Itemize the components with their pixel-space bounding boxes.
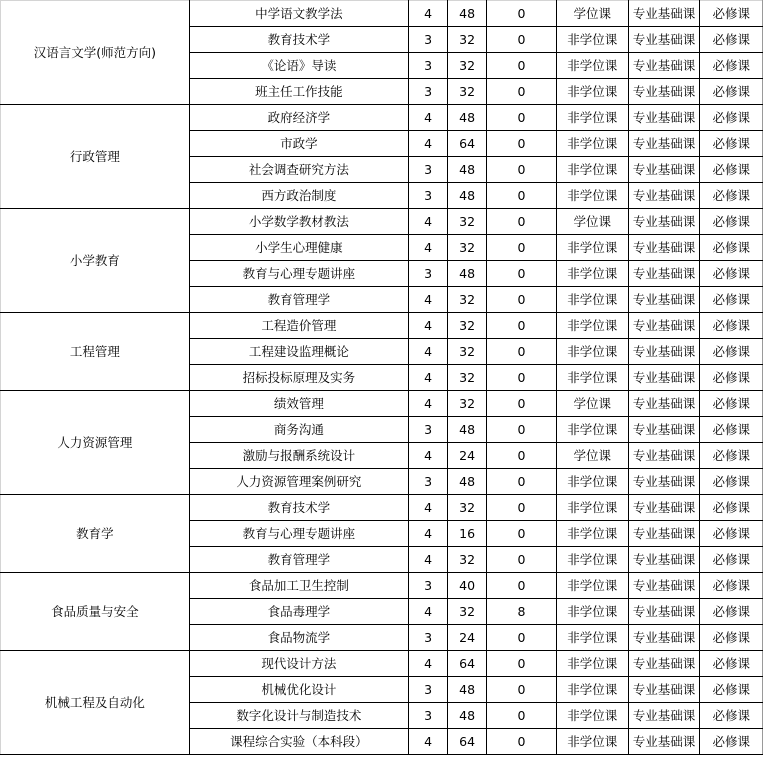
hours-cell: 64 [448, 651, 487, 677]
course-category-cell: 专业基础课 [628, 27, 700, 53]
hours-cell: 32 [448, 599, 487, 625]
course-category-cell: 专业基础课 [628, 1, 700, 27]
credits-cell: 3 [409, 677, 448, 703]
course-category-cell: 专业基础课 [628, 677, 700, 703]
requirement-cell: 必修课 [700, 521, 763, 547]
requirement-cell: 必修课 [700, 131, 763, 157]
course-category-cell: 专业基础课 [628, 495, 700, 521]
hours-cell: 32 [448, 365, 487, 391]
table-row [1, 391, 763, 417]
table-row [1, 651, 763, 677]
table-row [1, 1, 763, 27]
requirement-cell: 必修课 [700, 365, 763, 391]
course-category-cell: 专业基础课 [628, 625, 700, 651]
course-category-cell: 专业基础课 [628, 157, 700, 183]
practice-hours-cell: 0 [487, 235, 557, 261]
requirement-cell: 必修课 [700, 677, 763, 703]
practice-hours-cell: 0 [487, 677, 557, 703]
course-name-cell: 数字化设计与制造技术 [189, 703, 408, 729]
credits-cell: 3 [409, 469, 448, 495]
practice-hours-cell: 0 [487, 131, 557, 157]
credits-cell: 3 [409, 261, 448, 287]
major-cell: 机械工程及自动化 [1, 651, 190, 755]
degree-type-cell: 非学位课 [556, 469, 628, 495]
requirement-cell: 必修课 [700, 1, 763, 27]
hours-cell: 48 [448, 105, 487, 131]
requirement-cell: 必修课 [700, 209, 763, 235]
course-name-cell: 市政学 [189, 131, 408, 157]
hours-cell: 48 [448, 677, 487, 703]
degree-type-cell: 非学位课 [556, 105, 628, 131]
table-row [1, 105, 763, 131]
course-name-cell: 小学生心理健康 [189, 235, 408, 261]
course-category-cell: 专业基础课 [628, 703, 700, 729]
course-category-cell: 专业基础课 [628, 209, 700, 235]
degree-type-cell: 学位课 [556, 209, 628, 235]
degree-type-cell: 学位课 [556, 1, 628, 27]
table-body [1, 1, 763, 755]
hours-cell: 64 [448, 729, 487, 755]
course-category-cell: 专业基础课 [628, 287, 700, 313]
course-category-cell: 专业基础课 [628, 651, 700, 677]
degree-type-cell: 非学位课 [556, 573, 628, 599]
course-category-cell: 专业基础课 [628, 261, 700, 287]
course-name-cell: 教育与心理专题讲座 [189, 521, 408, 547]
requirement-cell: 必修课 [700, 625, 763, 651]
degree-type-cell: 非学位课 [556, 79, 628, 105]
hours-cell: 16 [448, 521, 487, 547]
requirement-cell: 必修课 [700, 183, 763, 209]
credits-cell: 3 [409, 157, 448, 183]
course-category-cell: 专业基础课 [628, 313, 700, 339]
major-cell: 小学教育 [1, 209, 190, 313]
practice-hours-cell: 0 [487, 625, 557, 651]
degree-type-cell: 非学位课 [556, 521, 628, 547]
course-category-cell: 专业基础课 [628, 469, 700, 495]
requirement-cell: 必修课 [700, 27, 763, 53]
credits-cell: 4 [409, 235, 448, 261]
hours-cell: 24 [448, 625, 487, 651]
hours-cell: 48 [448, 183, 487, 209]
requirement-cell: 必修课 [700, 547, 763, 573]
degree-type-cell: 非学位课 [556, 261, 628, 287]
credits-cell: 4 [409, 599, 448, 625]
degree-type-cell: 非学位课 [556, 547, 628, 573]
course-name-cell: 招标投标原理及实务 [189, 365, 408, 391]
practice-hours-cell: 0 [487, 573, 557, 599]
course-name-cell: 班主任工作技能 [189, 79, 408, 105]
credits-cell: 4 [409, 105, 448, 131]
practice-hours-cell: 0 [487, 313, 557, 339]
credits-cell: 4 [409, 209, 448, 235]
credits-cell: 3 [409, 27, 448, 53]
course-name-cell: 教育技术学 [189, 27, 408, 53]
hours-cell: 40 [448, 573, 487, 599]
hours-cell: 48 [448, 261, 487, 287]
requirement-cell: 必修课 [700, 313, 763, 339]
course-category-cell: 专业基础课 [628, 391, 700, 417]
course-name-cell: 教育与心理专题讲座 [189, 261, 408, 287]
practice-hours-cell: 0 [487, 651, 557, 677]
course-name-cell: 社会调查研究方法 [189, 157, 408, 183]
practice-hours-cell: 0 [487, 547, 557, 573]
course-name-cell: 人力资源管理案例研究 [189, 469, 408, 495]
requirement-cell: 必修课 [700, 235, 763, 261]
practice-hours-cell: 0 [487, 287, 557, 313]
degree-type-cell: 非学位课 [556, 417, 628, 443]
practice-hours-cell: 0 [487, 183, 557, 209]
practice-hours-cell: 0 [487, 443, 557, 469]
course-category-cell: 专业基础课 [628, 131, 700, 157]
requirement-cell: 必修课 [700, 105, 763, 131]
credits-cell: 4 [409, 547, 448, 573]
course-name-cell: 食品物流学 [189, 625, 408, 651]
degree-type-cell: 非学位课 [556, 235, 628, 261]
course-name-cell: 西方政治制度 [189, 183, 408, 209]
requirement-cell: 必修课 [700, 339, 763, 365]
course-name-cell: 教育管理学 [189, 547, 408, 573]
course-name-cell: 商务沟通 [189, 417, 408, 443]
table-row [1, 573, 763, 599]
degree-type-cell: 非学位课 [556, 313, 628, 339]
credits-cell: 4 [409, 729, 448, 755]
hours-cell: 32 [448, 287, 487, 313]
requirement-cell: 必修课 [700, 391, 763, 417]
credits-cell: 3 [409, 53, 448, 79]
course-name-cell: 食品加工卫生控制 [189, 573, 408, 599]
credits-cell: 4 [409, 443, 448, 469]
degree-type-cell: 非学位课 [556, 495, 628, 521]
credits-cell: 4 [409, 339, 448, 365]
practice-hours-cell: 8 [487, 599, 557, 625]
course-category-cell: 专业基础课 [628, 339, 700, 365]
degree-type-cell: 非学位课 [556, 625, 628, 651]
credits-cell: 4 [409, 1, 448, 27]
credits-cell: 4 [409, 287, 448, 313]
major-cell: 汉语言文学(师范方向) [1, 1, 190, 105]
hours-cell: 48 [448, 1, 487, 27]
hours-cell: 32 [448, 391, 487, 417]
degree-type-cell: 非学位课 [556, 677, 628, 703]
credits-cell: 3 [409, 417, 448, 443]
table-row [1, 209, 763, 235]
degree-type-cell: 学位课 [556, 443, 628, 469]
hours-cell: 32 [448, 313, 487, 339]
hours-cell: 32 [448, 235, 487, 261]
credits-cell: 3 [409, 79, 448, 105]
credits-cell: 3 [409, 703, 448, 729]
course-category-cell: 专业基础课 [628, 105, 700, 131]
course-category-cell: 专业基础课 [628, 53, 700, 79]
table-row [1, 313, 763, 339]
major-cell: 人力资源管理 [1, 391, 190, 495]
course-name-cell: 《论语》导读 [189, 53, 408, 79]
course-category-cell: 专业基础课 [628, 235, 700, 261]
course-name-cell: 食品毒理学 [189, 599, 408, 625]
credits-cell: 4 [409, 365, 448, 391]
course-category-cell: 专业基础课 [628, 443, 700, 469]
practice-hours-cell: 0 [487, 417, 557, 443]
course-name-cell: 教育管理学 [189, 287, 408, 313]
course-category-cell: 专业基础课 [628, 599, 700, 625]
requirement-cell: 必修课 [700, 261, 763, 287]
degree-type-cell: 非学位课 [556, 157, 628, 183]
course-category-cell: 专业基础课 [628, 365, 700, 391]
practice-hours-cell: 0 [487, 27, 557, 53]
hours-cell: 48 [448, 417, 487, 443]
requirement-cell: 必修课 [700, 443, 763, 469]
practice-hours-cell: 0 [487, 1, 557, 27]
degree-type-cell: 非学位课 [556, 365, 628, 391]
credits-cell: 3 [409, 183, 448, 209]
degree-type-cell: 非学位课 [556, 599, 628, 625]
major-cell: 食品质量与安全 [1, 573, 190, 651]
course-name-cell: 课程综合实验（本科段） [189, 729, 408, 755]
degree-type-cell: 非学位课 [556, 131, 628, 157]
course-category-cell: 专业基础课 [628, 547, 700, 573]
requirement-cell: 必修课 [700, 157, 763, 183]
credits-cell: 3 [409, 625, 448, 651]
hours-cell: 64 [448, 131, 487, 157]
requirement-cell: 必修课 [700, 495, 763, 521]
degree-type-cell: 非学位课 [556, 729, 628, 755]
degree-type-cell: 非学位课 [556, 651, 628, 677]
practice-hours-cell: 0 [487, 391, 557, 417]
requirement-cell: 必修课 [700, 417, 763, 443]
course-name-cell: 政府经济学 [189, 105, 408, 131]
hours-cell: 48 [448, 157, 487, 183]
course-category-cell: 专业基础课 [628, 729, 700, 755]
credits-cell: 4 [409, 131, 448, 157]
course-name-cell: 工程建设监理概论 [189, 339, 408, 365]
hours-cell: 32 [448, 53, 487, 79]
course-category-cell: 专业基础课 [628, 183, 700, 209]
course-name-cell: 教育技术学 [189, 495, 408, 521]
practice-hours-cell: 0 [487, 521, 557, 547]
course-name-cell: 现代设计方法 [189, 651, 408, 677]
degree-type-cell: 非学位课 [556, 183, 628, 209]
requirement-cell: 必修课 [700, 573, 763, 599]
credits-cell: 4 [409, 495, 448, 521]
course-name-cell: 绩效管理 [189, 391, 408, 417]
requirement-cell: 必修课 [700, 53, 763, 79]
practice-hours-cell: 0 [487, 209, 557, 235]
practice-hours-cell: 0 [487, 105, 557, 131]
credits-cell: 4 [409, 391, 448, 417]
hours-cell: 32 [448, 339, 487, 365]
major-cell: 工程管理 [1, 313, 190, 391]
practice-hours-cell: 0 [487, 365, 557, 391]
credits-cell: 4 [409, 651, 448, 677]
major-cell: 教育学 [1, 495, 190, 573]
practice-hours-cell: 0 [487, 729, 557, 755]
practice-hours-cell: 0 [487, 157, 557, 183]
requirement-cell: 必修课 [700, 703, 763, 729]
hours-cell: 32 [448, 209, 487, 235]
practice-hours-cell: 0 [487, 339, 557, 365]
table-row [1, 495, 763, 521]
degree-type-cell: 非学位课 [556, 287, 628, 313]
credits-cell: 4 [409, 313, 448, 339]
course-category-cell: 专业基础课 [628, 79, 700, 105]
course-category-cell: 专业基础课 [628, 417, 700, 443]
course-category-cell: 专业基础课 [628, 573, 700, 599]
credits-cell: 3 [409, 573, 448, 599]
course-name-cell: 中学语文教学法 [189, 1, 408, 27]
requirement-cell: 必修课 [700, 469, 763, 495]
degree-type-cell: 非学位课 [556, 703, 628, 729]
course-name-cell: 激励与报酬系统设计 [189, 443, 408, 469]
degree-type-cell: 非学位课 [556, 339, 628, 365]
hours-cell: 32 [448, 495, 487, 521]
practice-hours-cell: 0 [487, 495, 557, 521]
major-cell: 行政管理 [1, 105, 190, 209]
requirement-cell: 必修课 [700, 287, 763, 313]
requirement-cell: 必修课 [700, 599, 763, 625]
requirement-cell: 必修课 [700, 79, 763, 105]
hours-cell: 24 [448, 443, 487, 469]
practice-hours-cell: 0 [487, 53, 557, 79]
hours-cell: 48 [448, 469, 487, 495]
course-category-cell: 专业基础课 [628, 521, 700, 547]
hours-cell: 32 [448, 27, 487, 53]
requirement-cell: 必修课 [700, 651, 763, 677]
course-name-cell: 机械优化设计 [189, 677, 408, 703]
degree-type-cell: 学位课 [556, 391, 628, 417]
practice-hours-cell: 0 [487, 469, 557, 495]
degree-type-cell: 非学位课 [556, 53, 628, 79]
practice-hours-cell: 0 [487, 79, 557, 105]
requirement-cell: 必修课 [700, 729, 763, 755]
hours-cell: 32 [448, 547, 487, 573]
practice-hours-cell: 0 [487, 703, 557, 729]
credits-cell: 4 [409, 521, 448, 547]
hours-cell: 32 [448, 79, 487, 105]
course-name-cell: 工程造价管理 [189, 313, 408, 339]
degree-type-cell: 非学位课 [556, 27, 628, 53]
hours-cell: 48 [448, 703, 487, 729]
practice-hours-cell: 0 [487, 261, 557, 287]
course-name-cell: 小学数学教材教法 [189, 209, 408, 235]
